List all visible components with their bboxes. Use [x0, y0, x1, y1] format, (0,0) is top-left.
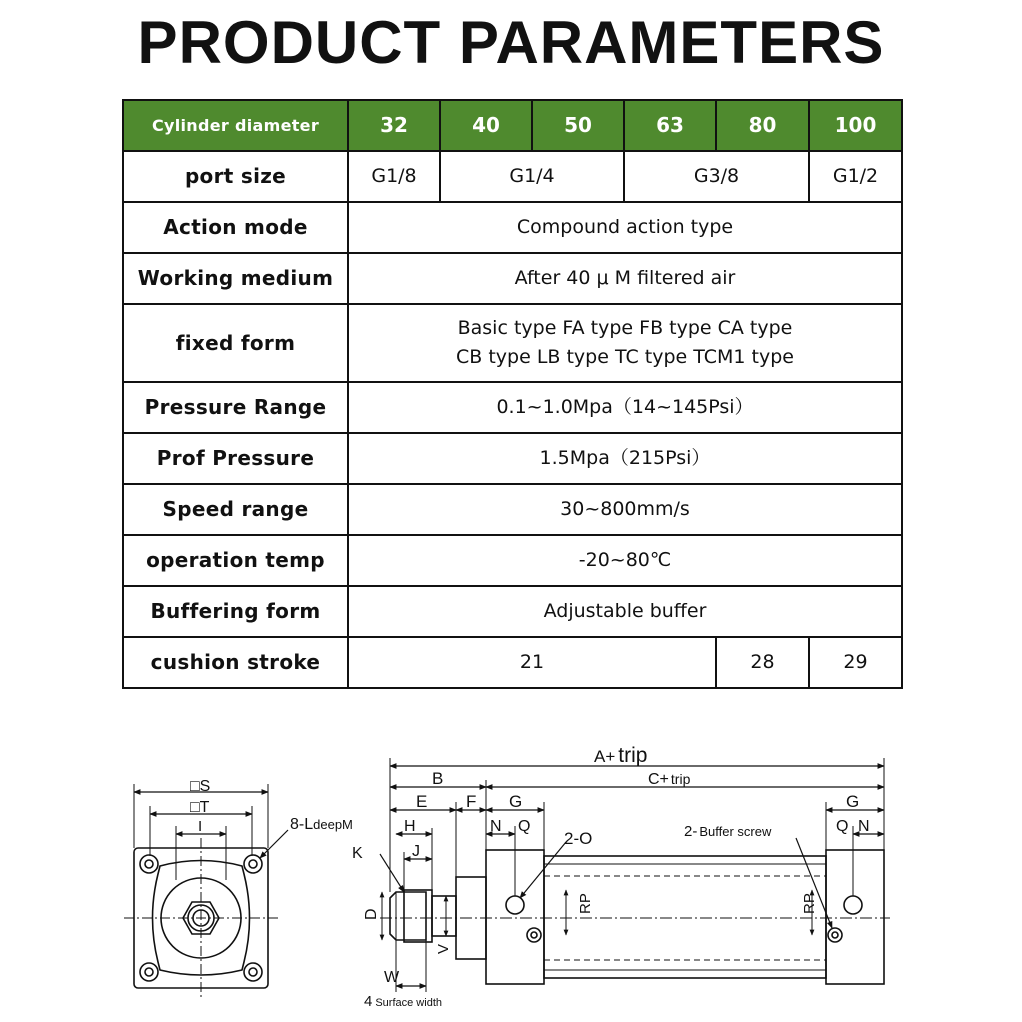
front-view	[124, 784, 288, 1000]
pressure-range-value: 0.1~1.0Mpa（14~145Psi）	[348, 382, 902, 433]
operation-temp-label: operation temp	[123, 535, 348, 586]
table-row	[123, 151, 902, 202]
diameter-cell: 63	[624, 100, 716, 151]
cushion-stroke-value: 21	[348, 637, 716, 688]
surface-width-label: 4 Surface width	[364, 993, 442, 1010]
two-o-label: 2-O	[564, 829, 593, 848]
pressure-range-label: Pressure Range	[123, 382, 348, 433]
diameter-cell: 40	[440, 100, 532, 151]
side-view	[380, 758, 890, 992]
buffer-screw-label: 2- Buffer screw	[684, 823, 772, 840]
diameter-cell: 32	[348, 100, 440, 151]
cylinder-dimension-drawing	[0, 730, 1022, 1022]
e-label: E	[416, 792, 428, 811]
cushion-stroke-value: 28	[716, 637, 809, 688]
working-medium-value: After 40 μ M filtered air	[348, 253, 902, 304]
working-medium-label: Working medium	[123, 253, 348, 304]
front-s-label: □S	[190, 778, 211, 795]
front-i-label: I	[198, 818, 203, 835]
d-label: D	[363, 908, 380, 920]
table-row	[123, 433, 902, 484]
table-header-row	[123, 100, 902, 151]
n-right-label: N	[858, 818, 870, 835]
diameter-cell: 100	[809, 100, 902, 151]
h-label: H	[404, 818, 416, 835]
fixed-form-value	[348, 304, 902, 382]
table-row	[123, 586, 902, 637]
operation-temp-value: -20~80℃	[348, 535, 902, 586]
w-label: W	[384, 969, 400, 986]
port-size-label: port size	[123, 151, 348, 202]
buffering-form-label: Buffering form	[123, 586, 348, 637]
front-t-label: □T	[190, 799, 210, 816]
front-holes-label: 8-LdeepM	[290, 816, 353, 833]
a-trip-label: A+ trip	[594, 744, 648, 767]
speed-range-value: 30~800mm/s	[348, 484, 902, 535]
fixed-form-line-1: Basic type FA type FB type CA type	[457, 317, 793, 339]
k-label: K	[352, 845, 363, 862]
table-row	[123, 304, 902, 382]
q-right-label: Q	[836, 818, 849, 835]
diameter-cell: 50	[532, 100, 624, 151]
table-row	[123, 484, 902, 535]
port-size-value: G1/2	[809, 151, 902, 202]
buffering-form-value: Adjustable buffer	[348, 586, 902, 637]
speed-range-label: Speed range	[123, 484, 348, 535]
parameter-table	[122, 99, 903, 689]
table-row	[123, 535, 902, 586]
g-left-label: G	[509, 792, 523, 811]
action-mode-value: Compound action type	[348, 202, 902, 253]
table-row	[123, 637, 902, 688]
table-row	[123, 253, 902, 304]
n-left-label: N	[490, 818, 502, 835]
port-size-value: G1/4	[440, 151, 624, 202]
b-label: B	[432, 769, 444, 788]
table-row	[123, 382, 902, 433]
v-label: V	[435, 943, 452, 954]
rp-left-label: RP	[577, 893, 594, 914]
g-right-label: G	[846, 792, 860, 811]
action-mode-label: Action mode	[123, 202, 348, 253]
port-size-value: G1/8	[348, 151, 440, 202]
page-title: PRODUCT PARAMETERS	[137, 9, 885, 76]
prof-pressure-label: Prof Pressure	[123, 433, 348, 484]
cushion-stroke-value: 29	[809, 637, 902, 688]
prof-pressure-value: 1.5Mpa（215Psi）	[348, 433, 902, 484]
diameter-cell: 80	[716, 100, 809, 151]
q-left-label: Q	[518, 818, 531, 835]
cushion-stroke-label: cushion stroke	[123, 637, 348, 688]
fixed-form-line-2: CB type LB type TC type TCM1 type	[456, 346, 794, 368]
port-size-value: G3/8	[624, 151, 809, 202]
rp-right-label: RP	[801, 893, 818, 914]
cylinder-diameter-label: Cylinder diameter	[123, 100, 348, 151]
f-label: F	[466, 792, 477, 811]
fixed-form-label: fixed form	[123, 304, 348, 382]
table-row	[123, 202, 902, 253]
j-label: J	[412, 843, 420, 860]
c-trip-label: C+ trip	[648, 771, 691, 788]
